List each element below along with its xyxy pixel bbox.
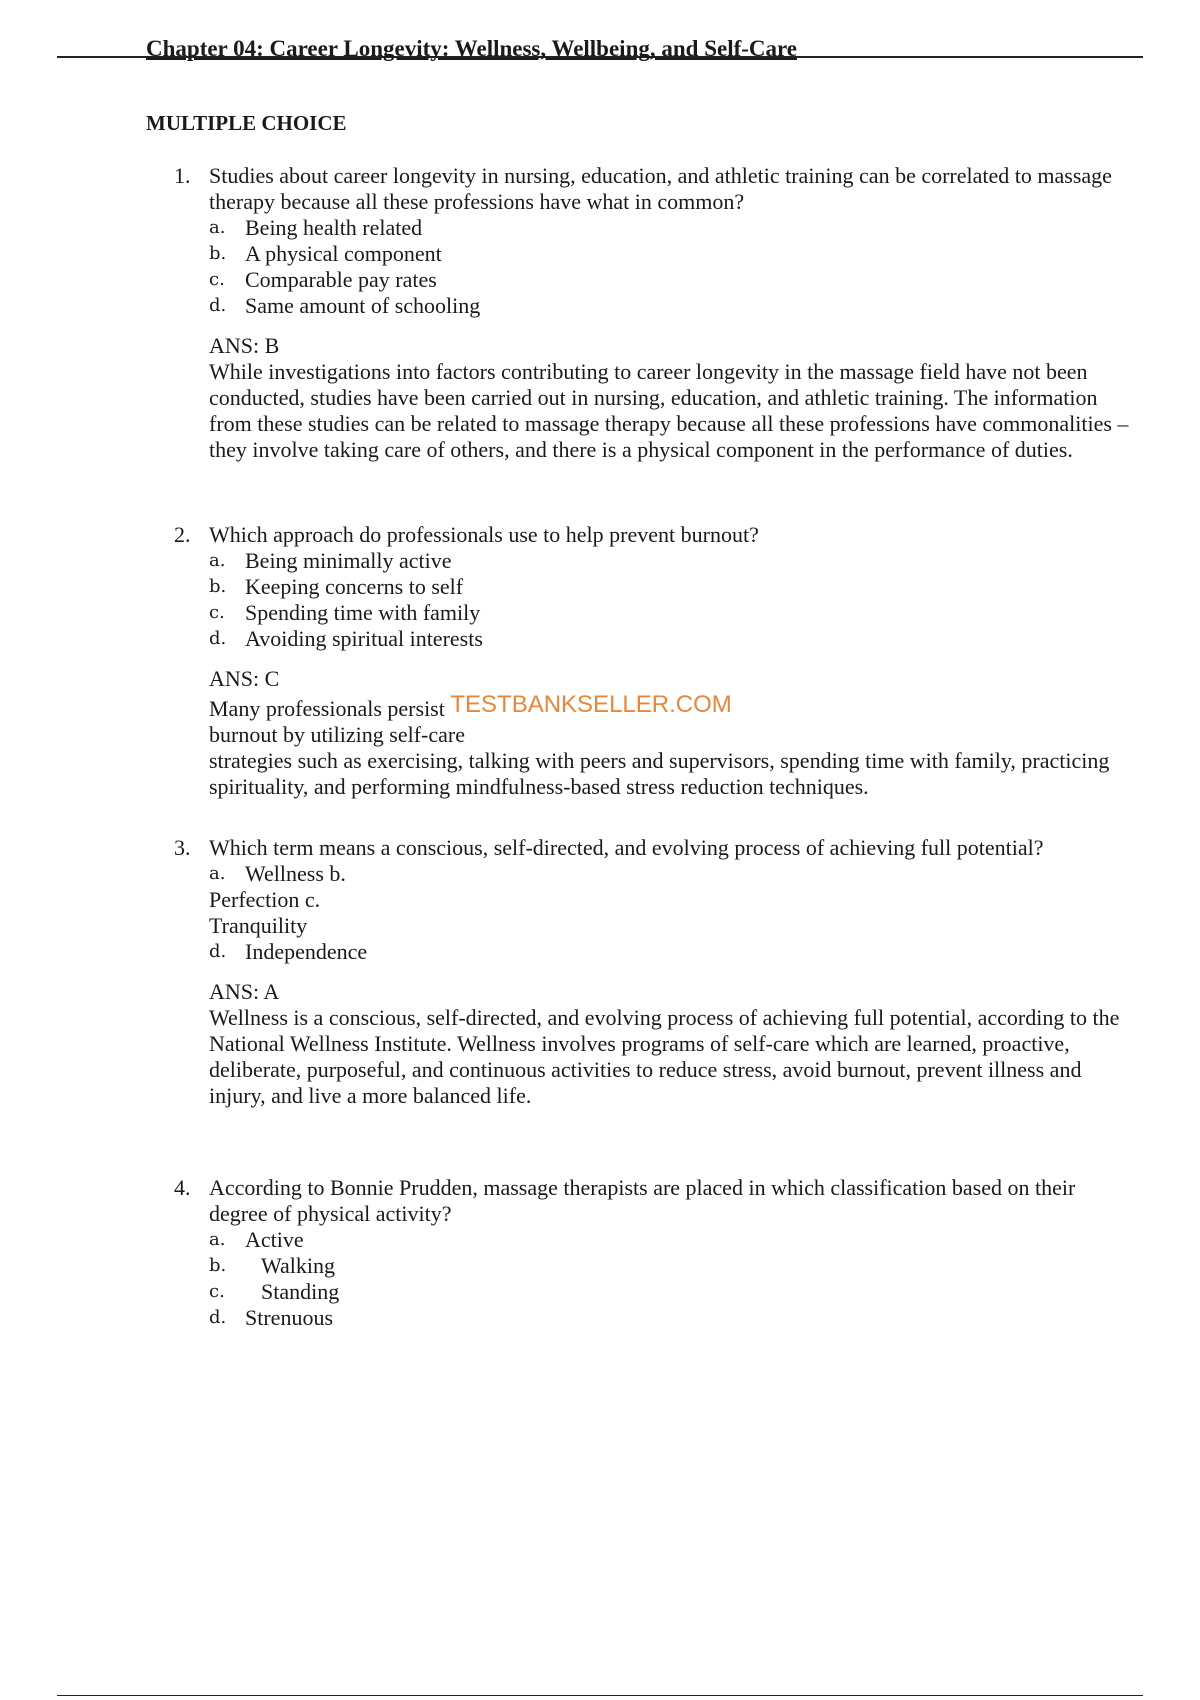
option-text: Avoiding spiritual interests [245,626,483,651]
option-text: Walking [261,1253,335,1278]
option-b-text: Perfection c. [209,887,321,912]
option-letter: a. [209,217,226,238]
option-letter: a. [209,550,226,571]
option-d [174,1305,1134,1331]
rationale-line-2: burnout by utilizing self-care [209,722,465,747]
option-letter: b. [209,243,227,264]
answer-label: ANS: C [209,666,280,691]
question-4 [174,1175,1134,1331]
option-letter: d. [209,1307,227,1328]
option-text: Wellness b. [245,861,346,886]
question-text: Which approach do professionals use to help prevent burnout? [209,522,759,547]
option-a [174,861,1134,887]
option-text: Keeping concerns to self [245,574,464,599]
answer-label: ANS: B [209,333,280,358]
option-letter: d. [209,295,227,316]
option-letter: d. [209,941,227,962]
option-c-text: Tranquility [209,913,308,938]
option-a [174,548,1134,574]
option-letter: b. [209,576,227,597]
option-text: Same amount of schooling [245,293,481,318]
option-letter: a. [209,863,226,884]
option-text: Comparable pay rates [245,267,437,292]
question-3 [174,835,1134,1109]
option-text: Strenuous [245,1305,333,1330]
question-number: 3. [174,835,191,860]
option-text: Active [245,1227,304,1252]
option-c [174,267,1134,293]
option-b [174,574,1134,600]
option-letter: c. [209,269,225,290]
option-d [174,293,1134,319]
question-number: 4. [174,1175,191,1200]
rationale: While investigations into factors contributing to career longevity in the massage field have not been conducted, studies have been carried out in nursing, education, and athletic training. The information from these studies can be related to massage therapy because all these professions have commonalities – they involve taking care of others, and there is a physical component in the performance of duties. [209,359,1129,462]
option-b [174,241,1134,267]
option-text: Spending time with family [245,600,481,625]
option-letter: a. [209,1229,226,1250]
rationale-start: Many professionals persist [209,696,445,721]
option-text: Independence [245,939,368,964]
option-letter: b. [209,1255,227,1276]
question-text: Which term means a conscious, self-directed, and evolving process of achieving full potential? [209,835,1044,860]
answer-label: ANS: A [209,979,280,1004]
option-letter: c. [209,602,225,623]
option-text: Standing [261,1279,340,1304]
rationale [209,692,1134,800]
option-d [174,939,1134,965]
option-a [174,1227,1134,1253]
question-number: 2. [174,522,191,547]
option-text: A physical component [245,241,442,266]
question-text: According to Bonnie Prudden, massage therapists are placed in which classification based on their degree of physical activity? [209,1175,1076,1226]
option-text: Being health related [245,215,423,240]
watermark-text: TESTBANKSELLER.COM [450,691,732,718]
question-2 [174,522,1134,800]
option-d [174,626,1134,652]
option-c [174,600,1134,626]
option-letter: d. [209,628,227,649]
option-c [174,1279,1134,1305]
section-heading: MULTIPLE CHOICE [146,111,347,135]
question-1 [174,163,1134,463]
chapter-title: Chapter 04: Career Longevity: Wellness, Wellbeing, and Self-Care [146,36,798,61]
option-a [174,215,1134,241]
question-number: 1. [174,163,191,188]
option-b [174,1253,1134,1279]
footer-rule [57,1695,1143,1696]
question-text: Studies about career longevity in nursing, education, and athletic training can be correlated to massage therapy because all these professions have what in common? [209,163,1112,214]
option-text: Being minimally active [245,548,452,573]
rationale: Wellness is a conscious, self-directed, and evolving process of achieving full potential, according to the National Wellness Institute. Wellness involves programs of self-care which are learned, proactive, deliberate, purposeful, and continuous activities to reduce stress, avoid burnout, prevent illness and injury, and live a more balanced life. [209,1005,1120,1108]
rationale-rest: strategies such as exercising, talking with peers and supervisors, spending time with family, practicing spirituality, and performing mindfulness-based stress reduction techniques. [209,748,1110,799]
option-letter: c. [209,1281,225,1302]
